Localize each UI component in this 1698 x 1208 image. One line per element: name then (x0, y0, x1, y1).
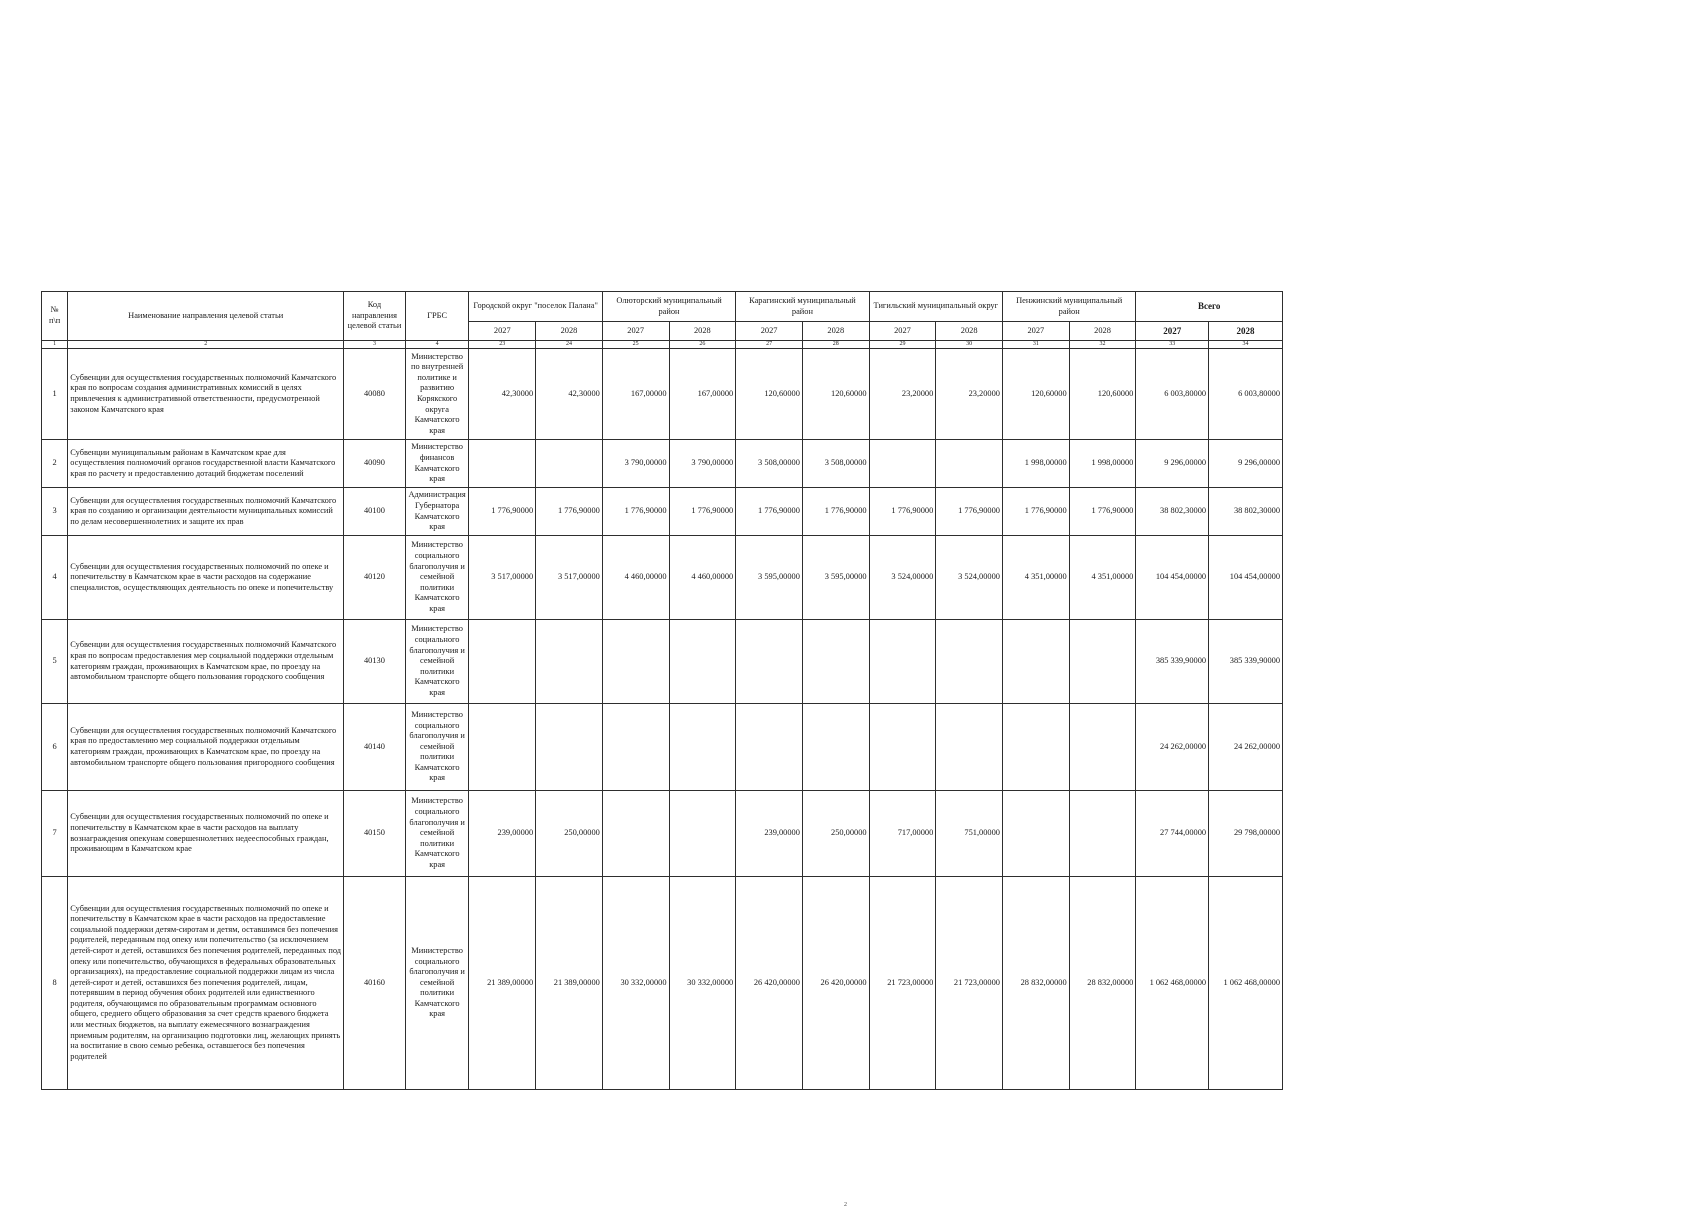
header-region-tigilsky: Тигильский муниципальный округ (869, 292, 1002, 322)
row-value (802, 620, 869, 704)
row-number: 7 (42, 791, 68, 877)
row-total: 104 454,00000 (1136, 536, 1209, 620)
row-value: 120,60000 (1002, 349, 1069, 440)
table-row (42, 791, 1283, 877)
table-row (42, 877, 1283, 1090)
row-grbs: Министерство по внутренней политике и развитию Корякского округа Камчатского края (405, 349, 469, 440)
row-value (1002, 791, 1069, 877)
row-total: 38 802,30000 (1209, 488, 1283, 536)
row-value: 167,00000 (669, 349, 736, 440)
row-value: 4 351,00000 (1069, 536, 1136, 620)
row-number: 1 (42, 349, 68, 440)
header-total-year: 2027 (1136, 322, 1209, 341)
row-value: 120,60000 (1069, 349, 1136, 440)
row-value: 21 723,00000 (936, 877, 1003, 1090)
row-grbs: Министерство социального благополучия и семейной политики Камчатского края (405, 620, 469, 704)
header-region-palana: Городской округ "поселок Палана" (469, 292, 602, 322)
column-number: 3 (344, 341, 406, 349)
row-value (936, 704, 1003, 791)
row-code: 40140 (344, 704, 406, 791)
page-number: 2 (844, 1202, 847, 1208)
row-total: 385 339,90000 (1209, 620, 1283, 704)
row-name: Субвенции для осуществления государственных полномочий Камчатского края по созданию и организации деятельности муниципальных комиссий по делам несовершеннолетних и защите их прав (68, 488, 344, 536)
row-total: 9 296,00000 (1209, 440, 1283, 488)
header-num: № п\п (42, 292, 68, 341)
row-total: 6 003,80000 (1136, 349, 1209, 440)
row-value: 1 776,90000 (1002, 488, 1069, 536)
row-value: 3 790,00000 (602, 440, 669, 488)
row-grbs: Министерство финансов Камчатского края (405, 440, 469, 488)
row-name: Субвенции для осуществления государственных полномочий Камчатского края по вопросам предоставления мер социальной поддержки отдельным категориям граждан, проживающих в Камчатском крае, по проезду на автомобильном транспорте общего пользования городского сообщения (68, 620, 344, 704)
row-code: 40120 (344, 536, 406, 620)
header-region-karaginsky: Карагинский муниципальный район (736, 292, 869, 322)
row-code: 40160 (344, 877, 406, 1090)
column-number: 2 (68, 341, 344, 349)
row-number: 2 (42, 440, 68, 488)
header-total-year: 2028 (1209, 322, 1283, 341)
row-value (469, 704, 536, 791)
row-value: 751,00000 (936, 791, 1003, 877)
row-value (869, 620, 936, 704)
column-number: 25 (602, 341, 669, 349)
row-value (736, 704, 803, 791)
row-value (536, 704, 603, 791)
row-value: 21 389,00000 (469, 877, 536, 1090)
row-name: Субвенции для осуществления государственных полномочий по опеке и попечительству в Камчатском крае в части расходов на выплату вознаграждения опекунам совершеннолетних недееспособных граждан, проживающим в Камчатском крае (68, 791, 344, 877)
column-number: 30 (936, 341, 1003, 349)
row-value (469, 620, 536, 704)
row-value (802, 704, 869, 791)
row-value: 26 420,00000 (736, 877, 803, 1090)
row-value: 239,00000 (469, 791, 536, 877)
row-total: 27 744,00000 (1136, 791, 1209, 877)
row-value (669, 620, 736, 704)
row-value: 3 595,00000 (736, 536, 803, 620)
row-value (602, 791, 669, 877)
row-grbs: Министерство социального благополучия и семейной политики Камчатского края (405, 877, 469, 1090)
header-year: 2027 (469, 322, 536, 341)
row-value: 26 420,00000 (802, 877, 869, 1090)
row-total: 6 003,80000 (1209, 349, 1283, 440)
row-value: 1 776,90000 (936, 488, 1003, 536)
row-number: 8 (42, 877, 68, 1090)
header-year: 2027 (869, 322, 936, 341)
row-value: 250,00000 (536, 791, 603, 877)
row-name: Субвенции для осуществления государственных полномочий Камчатского края по предоставлению мер социальной поддержки отдельным категориям граждан, проживающих в Камчатском крае, по проезду на автомобильном транспорте общего пользования пригородного сообщения (68, 704, 344, 791)
column-number: 31 (1002, 341, 1069, 349)
row-value: 120,60000 (802, 349, 869, 440)
column-number: 4 (405, 341, 469, 349)
column-number: 23 (469, 341, 536, 349)
row-number: 4 (42, 536, 68, 620)
subventions-table (41, 291, 1283, 1090)
row-value: 1 776,90000 (469, 488, 536, 536)
row-code: 40100 (344, 488, 406, 536)
column-number: 33 (1136, 341, 1209, 349)
row-value: 23,20000 (869, 349, 936, 440)
row-value (1069, 704, 1136, 791)
row-code: 40090 (344, 440, 406, 488)
row-number: 6 (42, 704, 68, 791)
row-value: 3 508,00000 (736, 440, 803, 488)
column-number: 1 (42, 341, 68, 349)
row-value: 21 723,00000 (869, 877, 936, 1090)
row-value (469, 440, 536, 488)
row-value: 3 508,00000 (802, 440, 869, 488)
row-total: 385 339,90000 (1136, 620, 1209, 704)
row-value: 1 776,90000 (669, 488, 736, 536)
header-code: Код направления целевой статьи (344, 292, 406, 341)
row-value (1069, 620, 1136, 704)
table-row (42, 620, 1283, 704)
row-value: 1 776,90000 (736, 488, 803, 536)
header-name: Наименование направления целевой статьи (68, 292, 344, 341)
header-year: 2028 (669, 322, 736, 341)
row-grbs: Администрация Губернатора Камчатского края (405, 488, 469, 536)
row-value: 42,30000 (469, 349, 536, 440)
row-value: 28 832,00000 (1069, 877, 1136, 1090)
table-body (42, 349, 1283, 1090)
row-value: 42,30000 (536, 349, 603, 440)
row-value (1069, 791, 1136, 877)
row-value: 250,00000 (802, 791, 869, 877)
row-code: 40150 (344, 791, 406, 877)
row-value: 167,00000 (602, 349, 669, 440)
row-value: 3 524,00000 (936, 536, 1003, 620)
header-total: Всего (1136, 292, 1283, 322)
table-row (42, 536, 1283, 620)
column-number: 28 (802, 341, 869, 349)
column-number: 32 (1069, 341, 1136, 349)
header-region-olyutorsky: Олюторский муниципальный район (602, 292, 735, 322)
row-value: 30 332,00000 (669, 877, 736, 1090)
row-value (602, 704, 669, 791)
row-value: 1 776,90000 (536, 488, 603, 536)
column-number: 27 (736, 341, 803, 349)
row-value: 3 517,00000 (536, 536, 603, 620)
row-value (602, 620, 669, 704)
row-value: 3 524,00000 (869, 536, 936, 620)
row-value: 4 351,00000 (1002, 536, 1069, 620)
header-year: 2028 (536, 322, 603, 341)
row-value: 1 998,00000 (1069, 440, 1136, 488)
header-year: 2028 (1069, 322, 1136, 341)
row-value (1002, 704, 1069, 791)
row-grbs: Министерство социального благополучия и семейной политики Камчатского края (405, 536, 469, 620)
table-row (42, 704, 1283, 791)
row-value (536, 620, 603, 704)
row-total: 38 802,30000 (1136, 488, 1209, 536)
row-total: 1 062 468,00000 (1209, 877, 1283, 1090)
row-value (869, 704, 936, 791)
row-value: 21 389,00000 (536, 877, 603, 1090)
row-value: 1 776,90000 (802, 488, 869, 536)
header-year: 2028 (802, 322, 869, 341)
row-total: 29 798,00000 (1209, 791, 1283, 877)
table-row (42, 440, 1283, 488)
table-row (42, 349, 1283, 440)
row-name: Субвенции для осуществления государственных полномочий Камчатского края по вопросам создания административных комиссий в целях привлечения к административной ответственности, предусмотренной законом Камчатского края (68, 349, 344, 440)
row-value (669, 704, 736, 791)
header-year: 2027 (602, 322, 669, 341)
row-value: 1 998,00000 (1002, 440, 1069, 488)
row-value: 3 790,00000 (669, 440, 736, 488)
row-value (536, 440, 603, 488)
row-value: 23,20000 (936, 349, 1003, 440)
column-number: 26 (669, 341, 736, 349)
row-value: 28 832,00000 (1002, 877, 1069, 1090)
row-code: 40080 (344, 349, 406, 440)
header-year: 2027 (736, 322, 803, 341)
row-code: 40130 (344, 620, 406, 704)
row-value: 239,00000 (736, 791, 803, 877)
row-grbs: Министерство социального благополучия и семейной политики Камчатского края (405, 791, 469, 877)
row-value: 4 460,00000 (669, 536, 736, 620)
row-value (1002, 620, 1069, 704)
row-value (869, 440, 936, 488)
row-value: 4 460,00000 (602, 536, 669, 620)
row-value: 717,00000 (869, 791, 936, 877)
row-value: 1 776,90000 (1069, 488, 1136, 536)
row-total: 104 454,00000 (1209, 536, 1283, 620)
row-value: 1 776,90000 (602, 488, 669, 536)
row-name: Субвенции для осуществления государственных полномочий по опеке и попечительству в Камчатском крае в части расходов на предоставление социальной поддержки детям-сиротам и детям, оставшимся без попечения родителей, переданным под опеку или попечительство (за исключением детей-сирот и детей, оставшихся без попечения родителей, переданных под опеку или попечительство, обучающихся в федеральных образовательных организациях), на предоставление социальной поддержки лицам из числа детей-сирот и детей, оставшихся без попечения родителей, лицам, потерявшим в период обучения обоих родителей или единственного родителя, обучающимся по образовательным программам основного общего, среднего общего образования за счет средств краевого бюджета или местных бюджетов, на выплату ежемесячного вознаграждения приемным родителям, на организацию подготовки лиц, желающих принять на воспитание в свою семью ребенка, оставшегося без попечения родителей (68, 877, 344, 1090)
row-value (936, 620, 1003, 704)
row-value: 120,60000 (736, 349, 803, 440)
column-number: 34 (1209, 341, 1283, 349)
row-grbs: Министерство социального благополучия и семейной политики Камчатского края (405, 704, 469, 791)
row-total: 24 262,00000 (1209, 704, 1283, 791)
row-value: 1 776,90000 (869, 488, 936, 536)
row-name: Субвенции для осуществления государственных полномочий по опеке и попечительству в Камчатском крае в части расходов на содержание специалистов, осуществляющих деятельность по опеке и попечительству (68, 536, 344, 620)
row-value (669, 791, 736, 877)
header-region-penzhinsky: Пенжинский муниципальный район (1002, 292, 1135, 322)
row-value (736, 620, 803, 704)
row-number: 3 (42, 488, 68, 536)
row-name: Субвенции муниципальным районам в Камчатском крае для осуществления полномочий органов государственной власти Камчатского края по расчету и предоставлению дотаций бюджетам поселений (68, 440, 344, 488)
header-grbs: ГРБС (405, 292, 469, 341)
row-total: 24 262,00000 (1136, 704, 1209, 791)
header-year: 2028 (936, 322, 1003, 341)
header-year: 2027 (1002, 322, 1069, 341)
row-total: 9 296,00000 (1136, 440, 1209, 488)
row-number: 5 (42, 620, 68, 704)
row-value: 3 517,00000 (469, 536, 536, 620)
row-value: 30 332,00000 (602, 877, 669, 1090)
column-number: 29 (869, 341, 936, 349)
table-row (42, 488, 1283, 536)
row-value: 3 595,00000 (802, 536, 869, 620)
column-number: 24 (536, 341, 603, 349)
row-total: 1 062 468,00000 (1136, 877, 1209, 1090)
row-value (936, 440, 1003, 488)
